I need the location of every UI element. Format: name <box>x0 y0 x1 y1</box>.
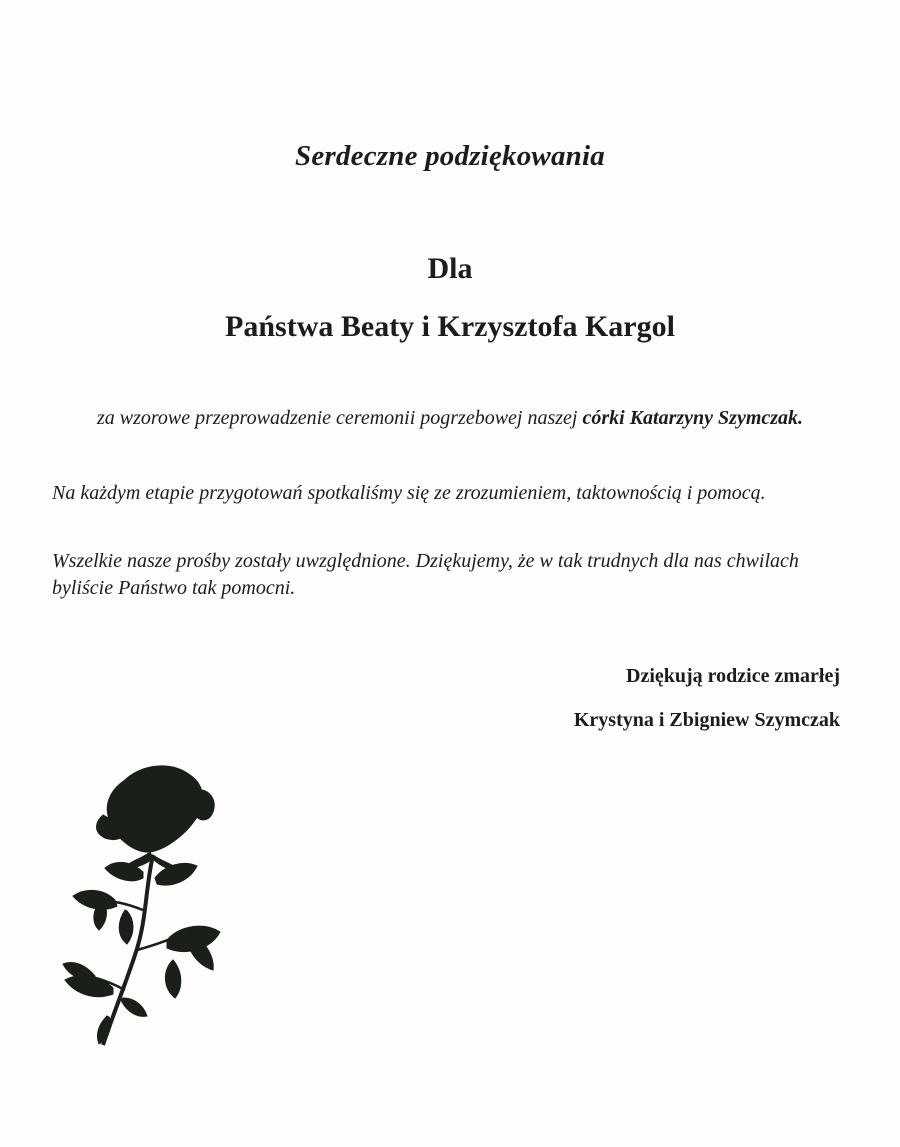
paragraph-requests: Wszelkie nasze prośby zostały uwzględnione. Dziękujemy, że w tak trudnych dla nas chwilach byliście Państwo tak pomocni. <box>52 550 799 599</box>
paragraph-ceremony <box>70 405 830 432</box>
paragraph-ceremony-text: za wzorowe przeprowadzenie ceremonii pogrzebowej naszej <box>96 407 583 429</box>
recipients-name: Państwa Beaty i Krzysztofa Kargol <box>225 310 675 343</box>
dedication-for: Dla <box>427 252 473 285</box>
letter-title: Serdeczne podziękowania <box>295 140 605 172</box>
rose-icon <box>55 760 235 1050</box>
paragraph-preparations: Na każdym etapie przygotowań spotkaliśmy się ze zrozumieniem, taktownością i pomocą. <box>52 482 766 504</box>
signature-parents: Dziękują rodzice zmarłej <box>626 665 840 687</box>
deceased-name: córki Katarzyny Szymczak. <box>582 407 804 429</box>
signature-names: Krystyna i Zbigniew Szymczak <box>573 709 840 731</box>
